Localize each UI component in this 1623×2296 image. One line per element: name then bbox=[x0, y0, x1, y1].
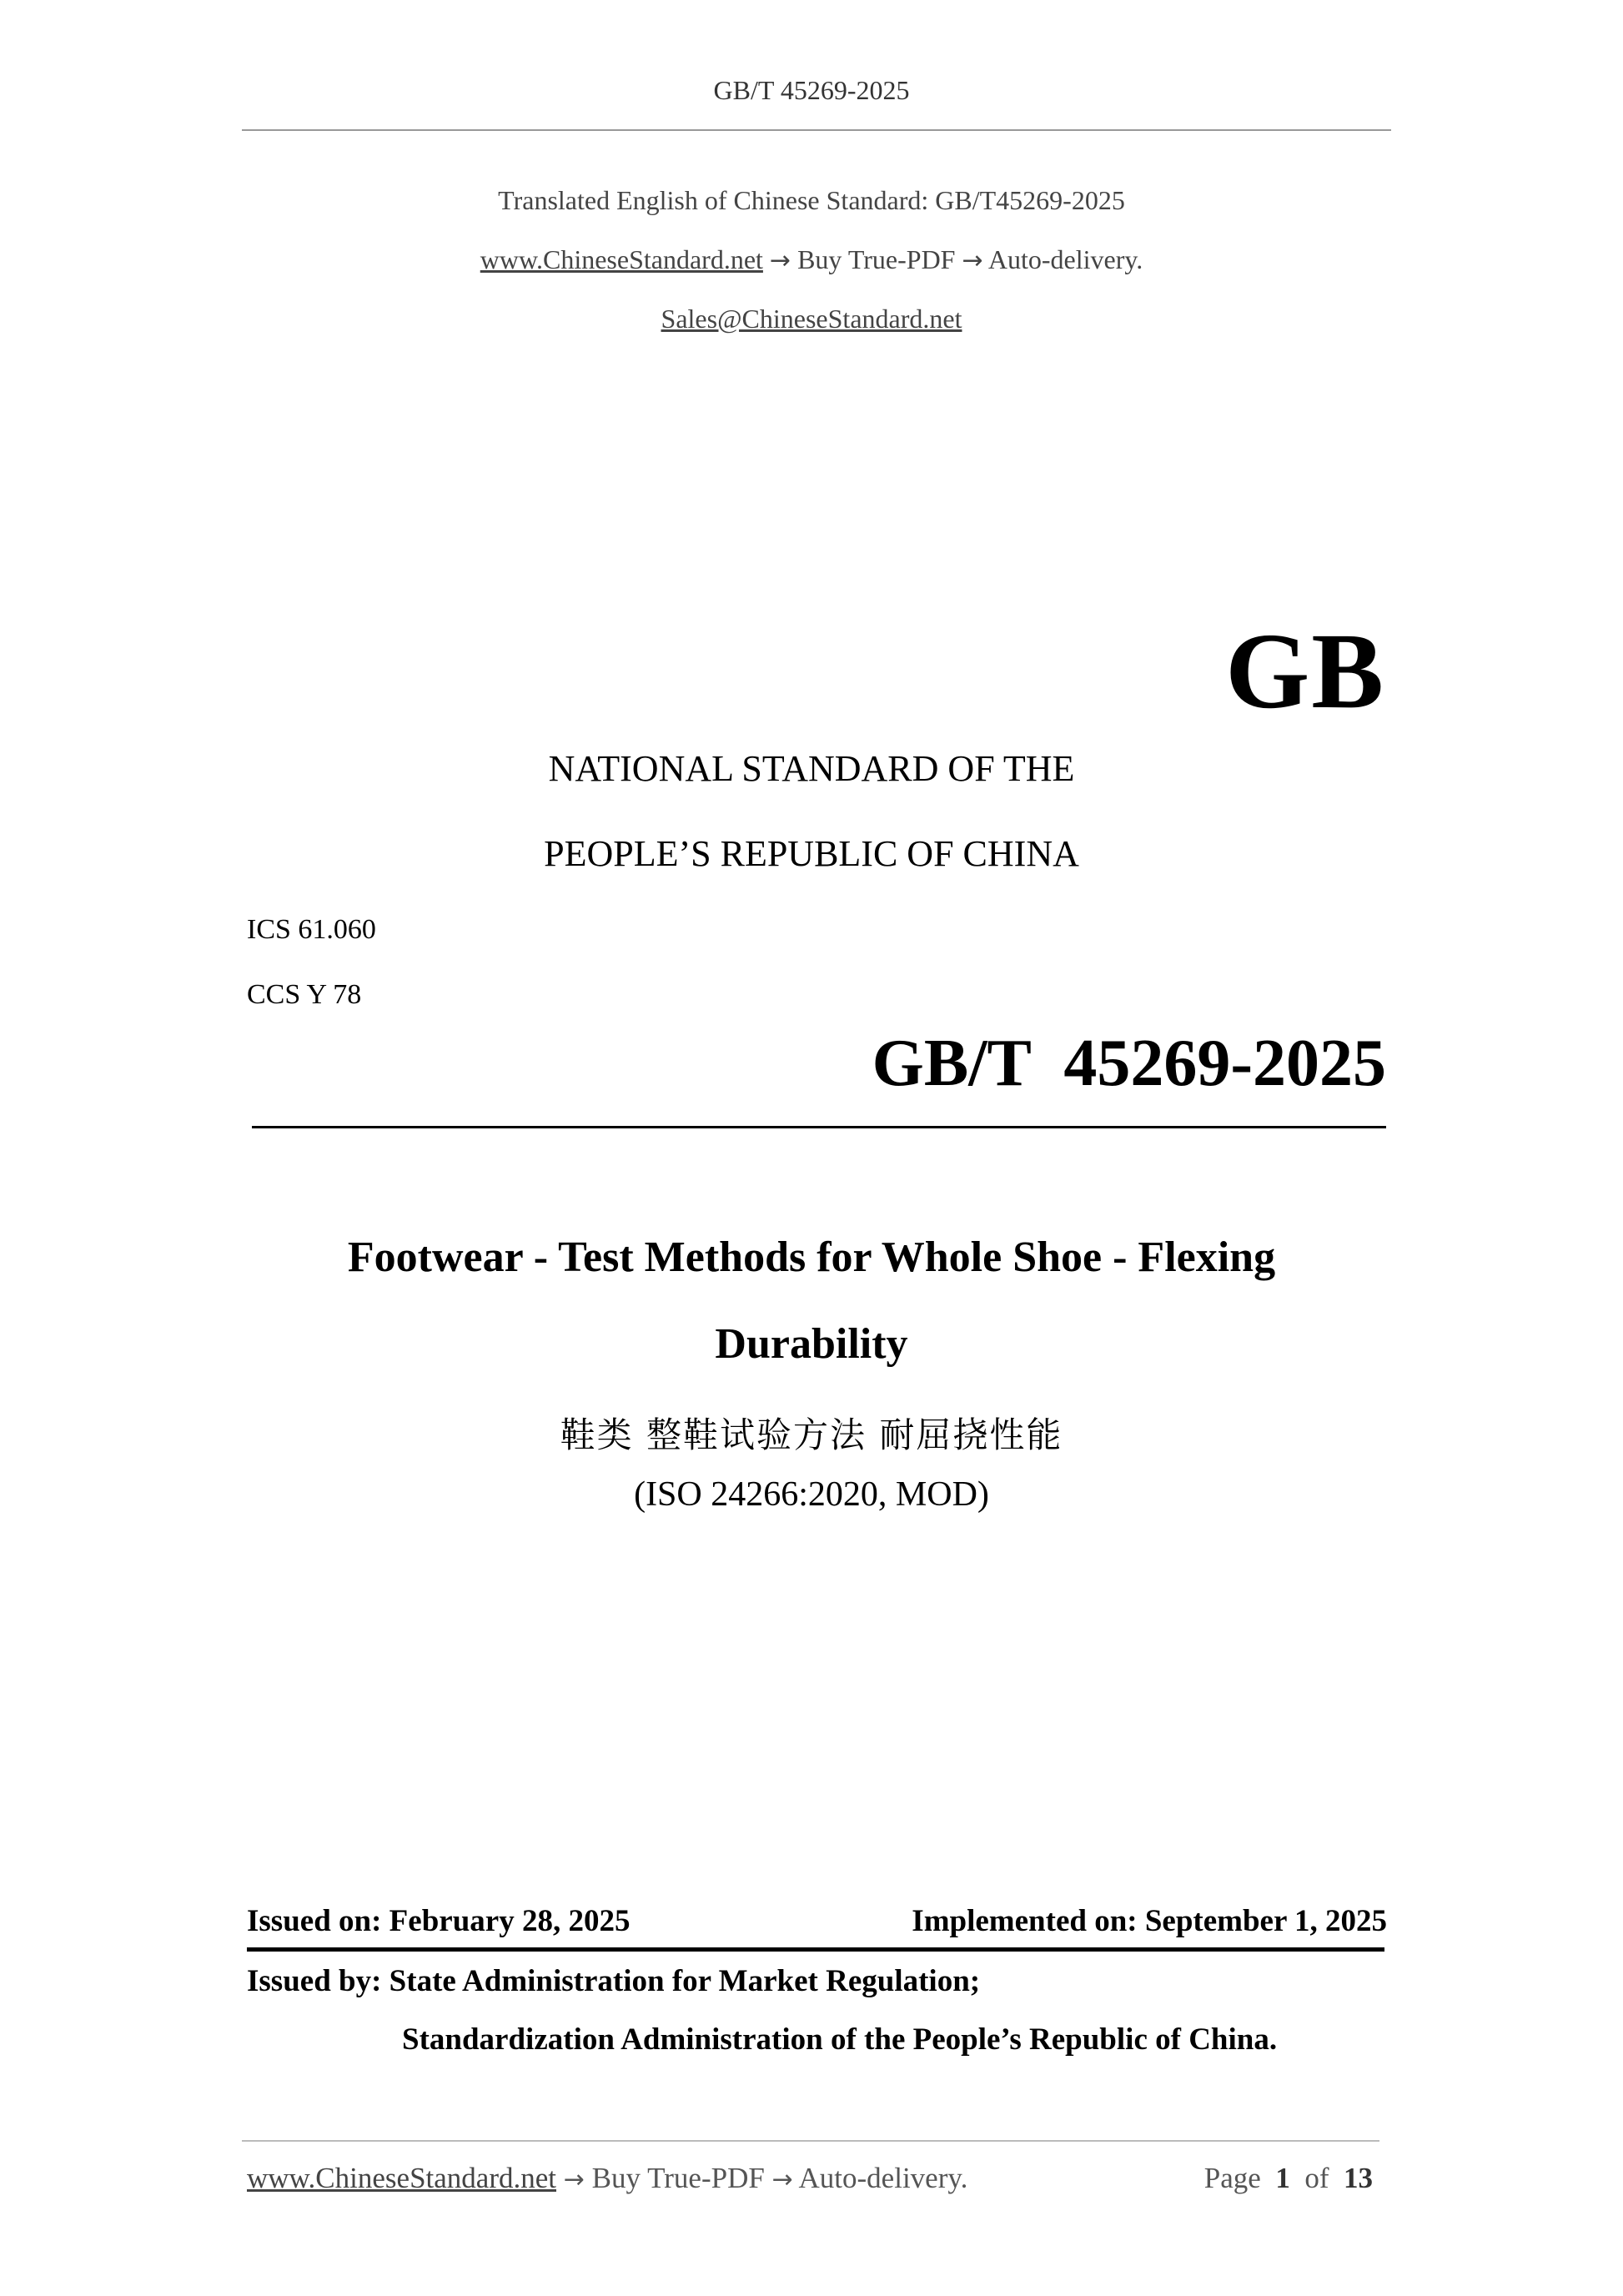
title-line-1: Footwear - Test Methods for Whole Shoe - Flexing bbox=[347, 1233, 1276, 1281]
arrow-right-icon: → bbox=[962, 246, 983, 275]
national-standard-line-2: PEOPLE’S REPUBLIC OF CHINA bbox=[544, 833, 1079, 874]
footer-buy-text: Buy True-PDF bbox=[591, 2162, 765, 2194]
footer-delivery-text: Auto-delivery. bbox=[798, 2162, 968, 2194]
arrow-right-icon: → bbox=[769, 246, 791, 275]
translation-notice: Translated English of Chinese Standard: GB/T45269-2025 bbox=[498, 185, 1125, 215]
email-banner bbox=[0, 304, 1623, 334]
footer-divider bbox=[242, 2140, 1379, 2142]
footer-site-link[interactable]: www.ChineseStandard.net bbox=[247, 2162, 556, 2194]
issued-by-line-2: Standardization Administration of the People’s Republic of China. bbox=[402, 2022, 1278, 2057]
page-label: Page bbox=[1203, 2162, 1261, 2194]
issued-by: Issued by: State Administration for Market Regulation; bbox=[247, 1964, 981, 1998]
site-link[interactable]: www.ChineseStandard.net bbox=[480, 244, 763, 274]
page-counter bbox=[1204, 2162, 1373, 2195]
arrow-right-icon: → bbox=[771, 2165, 793, 2194]
buy-text: Buy True-PDF bbox=[797, 244, 956, 274]
footer-purchase bbox=[247, 2162, 967, 2195]
ics-code: ICS 61.060 bbox=[247, 914, 376, 945]
issued-on: Issued on: February 28, 2025 bbox=[247, 1904, 631, 1938]
email-link[interactable]: Sales@ChineseStandard.net bbox=[661, 304, 962, 334]
issue-divider bbox=[247, 1947, 1384, 1952]
ccs-code: CCS Y 78 bbox=[247, 979, 362, 1010]
national-standard-line-1: NATIONAL STANDARD OF THE bbox=[548, 748, 1075, 789]
page-total: 13 bbox=[1344, 2162, 1373, 2194]
implemented-on: Implemented on: September 1, 2025 bbox=[912, 1904, 1387, 1938]
arrow-right-icon: → bbox=[563, 2165, 585, 2194]
header-divider bbox=[242, 129, 1391, 131]
chinese-title: 鞋类 整鞋试验方法 耐屈挠性能 bbox=[560, 1414, 1063, 1455]
purchase-banner bbox=[0, 244, 1623, 275]
standard-code: GB/T 45269-2025 bbox=[872, 1027, 1386, 1100]
adoption-note: (ISO 24266:2020, MOD) bbox=[634, 1475, 989, 1514]
gb-logo: GB bbox=[1225, 611, 1385, 731]
running-header: GB/T 45269-2025 bbox=[713, 75, 910, 105]
delivery-text: Auto-delivery. bbox=[987, 244, 1143, 274]
code-divider bbox=[252, 1126, 1386, 1128]
of-label: of bbox=[1304, 2162, 1329, 2194]
page-number: 1 bbox=[1275, 2162, 1290, 2194]
title-line-2: Durability bbox=[715, 1320, 908, 1368]
